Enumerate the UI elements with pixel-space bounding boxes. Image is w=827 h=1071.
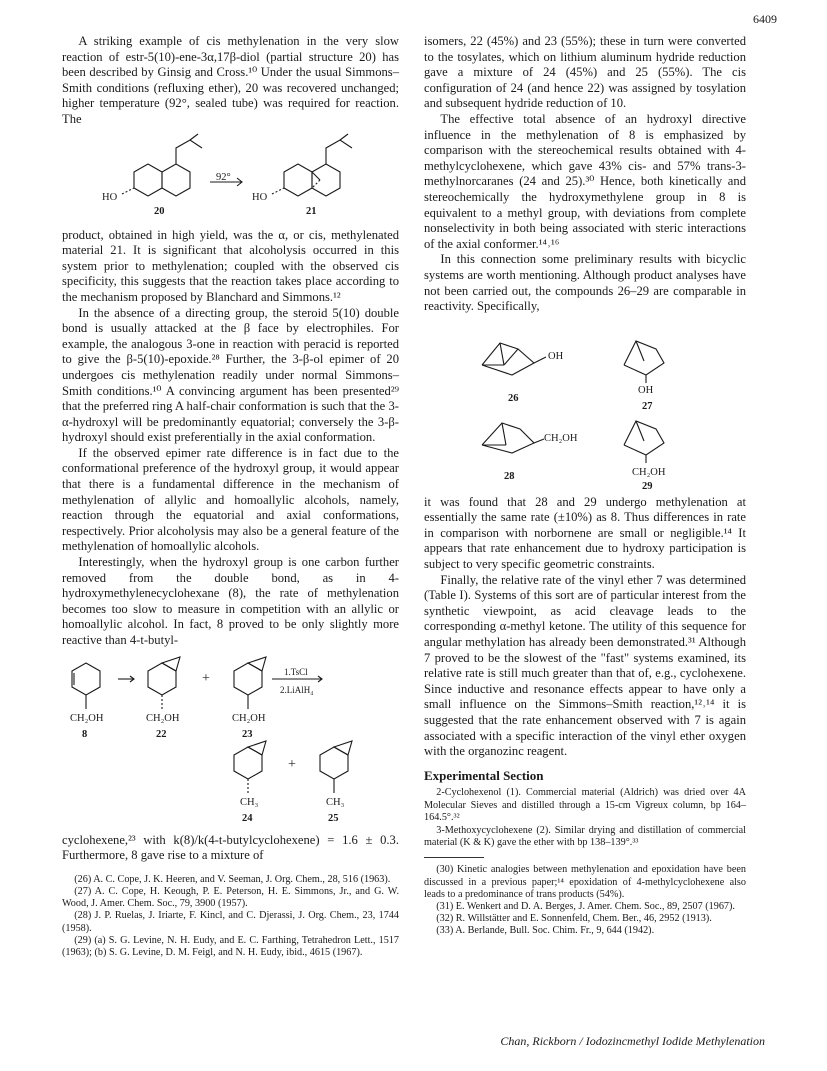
- paragraph: it was found that 28 and 29 undergo methylenation at essentially the same rate (±10%) as 8. Thus differences in rate in comparison with norbornene are small or negligible.¹⁴ It appears that rate enhancement due to hydroxy participation is subject to very specific geometric constraints.: [424, 494, 746, 572]
- experimental-paragraph: 3-Methoxycyclohexene (2). Similar drying and distillation of commercial material (K & K) gave the ether with bp 138–139°.³³: [424, 824, 746, 848]
- right-column: [424, 34, 746, 938]
- footnote-divider: [424, 857, 484, 858]
- plus-sign: +: [202, 670, 210, 686]
- page-number: 6409: [753, 12, 777, 26]
- section-title: Experimental Section: [424, 767, 544, 783]
- paragraph: In this connection some preliminary results with bicyclic systems are worth mentioning. Although product analyses have not been carried out, the compounds 26–29 are comparable in reactivity. Specifically,: [424, 252, 746, 314]
- compound-label-23: 23: [242, 728, 253, 740]
- reference-item: (27) A. C. Cope, H. Keough, P. E. Peterson, H. E. Simmons, Jr., and G. W. Wood, J. Amer. Chem. Soc., 79, 3900 (1957).: [62, 885, 399, 910]
- compound-label-22: 22: [156, 728, 167, 740]
- substituent-label: CH₂OH: [232, 712, 266, 724]
- scheme-steroid-methylenation: [62, 132, 399, 224]
- substituent-label: CH₃: [326, 796, 345, 808]
- compound-label-21: 21: [306, 205, 317, 217]
- substituent-label: CH₂OH: [632, 466, 666, 478]
- reference-item: (30) Kinetic analogies between methylenation and epoxidation have been discussed in a previous paper;¹⁴ epoxidation of 4-methylcyclohexene also leads to a predominance of trans products (54%).: [424, 864, 746, 900]
- reagent-label: 1.TsCl: [284, 666, 308, 677]
- compound-label-27: 27: [642, 400, 653, 412]
- reference-item: (33) A. Berlande, Bull. Soc. Chim. Fr., 9, 644 (1942).: [436, 925, 655, 937]
- reference-item: (31) E. Wenkert and D. A. Berges, J. Amer. Chem. Soc., 89, 2507 (1967).: [436, 901, 735, 913]
- paragraph: product, obtained in high yield, was the α, or cis, methylenated material 21. It is significant that alcoholysis occurred in this system prior to methylenation; coupled with the observed cis specificity, this suggests that the reaction takes place according to the mechanism proposed by Blanchard and Simmons.¹²: [62, 227, 399, 304]
- substituent-label: CH₂OH: [544, 432, 578, 444]
- paragraph: isomers, 22 (45%) and 23 (55%); these in turn were converted to the tosylates, which on lithium aluminum hydride reduction gave a mixture of 24 (45%) and 25 (55%). The cis configuration of 24 (and hence 22) was assigned by tosylation and subsequent hydride reduction of 10.: [424, 34, 746, 111]
- compound-label-26: 26: [508, 392, 519, 404]
- reference-item: (28) J. P. Ruelas, J. Iriarte, F. Kincl, and C. Djerassi, J. Org. Chem., 23, 1744 (1958).: [62, 910, 399, 934]
- plus-sign: +: [288, 756, 296, 772]
- scheme-cyclohexene-svg: [62, 653, 399, 829]
- scheme-methylcyclohexene: [62, 653, 399, 829]
- references-left: [62, 874, 399, 959]
- paragraph: Finally, the relative rate of the vinyl ether 7 was determined (Table I). Systems of this sort are of particular interest from the synthetic viewpoint, as acid cleavage leads to the corresponding α-methyl ketone. The utility of this sequence for angular methylation has already been demonstrated.³¹ Although 7 proved to be the slowest of the "fast" systems examined, its relative rate is still much greater than that of, e.g., cyclohexene. Since inductive and resonance effects appear to have only a small influence on the Simmons–Smith reaction,¹²˒¹⁴ it is suggested that the rate enhancement observed with 7 is again associated with a specific interaction of the vinyl ether oxygen with the organozinc reagent.: [424, 572, 746, 759]
- experimental-paragraph: 2-Cyclohexenol (1). Commercial material (Aldrich) was dried over 4A Molecular Sieves and distilled through a 15-cm Vigreux column, bp 164–164.5°.³²: [424, 787, 746, 824]
- hydroxyl-label: HO: [252, 191, 268, 203]
- substituent-label: OH: [638, 384, 654, 396]
- scheme-bicyclic: [424, 319, 746, 491]
- paragraph: If the observed epimer rate difference is in fact due to the conformational preference of the hydroxyl group, it would appear that there is a fundamental difference in the mechanism of methylenation of allylic and homoallylic alcohols, namely, reaction through the equatorial and axial conformations, respectively. Prior alcoholysis may also be a general feature of the methylenation of homoallylic alcohols.: [62, 445, 399, 554]
- paragraph: The effective total absence of an hydroxyl directive influence in the methylenation of 8 is emphasized by comparison with the stereochemical results obtained with 4-methylcyclohexene, which gave 43% cis- and 57% trans-3-methylnorcaranes (24 and 25).³⁰ Hence, both kinetically and stereochemically the hydroxymethylene group in 8 is equivalent to a methyl group, with deviations from complete nonselectivity in both being associated with steric interactions of the axial conformer.¹⁴˒¹⁶: [424, 111, 746, 251]
- substituent-label: CH₂OH: [70, 712, 104, 724]
- substituent-label: OH: [548, 350, 564, 362]
- compound-label-8: 8: [82, 728, 88, 740]
- reference-item: (26) A. C. Cope, J. K. Heeren, and V. Seeman, J. Org. Chem., 28, 516 (1963).: [74, 873, 391, 885]
- paragraph: A striking example of cis methylenation in the very slow reaction of estr-5(10)-ene-3α,17β-diol (partial structure 20) has been described by Ginsig and Cross.¹⁰ Under the usual Simmons–Smith conditions (refluxing ether), 20 was recovered unchanged; higher temperature (92°, sealed tube) was required for reaction. The: [62, 34, 399, 126]
- scheme-bicyclic-svg: [424, 319, 746, 491]
- paragraph: In the absence of a directing group, the steroid 5(10) double bond is usually attacked at the β face by electrophiles. For example, the analogous 3-one in reaction with peracid is reported to give the β-5(10)-epoxide.²⁸ Further, the 3-β-ol epimer of 20 undergoes cis methylenation readily under normal Simmons–Smith conditions.¹⁰ A convincing argument has been presented²⁹ that the preferred ring A half-chair conformation is such that the 3-α-hydroxyl will be predominantly equatorial; conversely the 3-β-hydroxyl should exist preferentially in the axial conformation.: [62, 305, 399, 445]
- reference-item: (32) R. Willstätter and E. Sonnenfeld, Chem. Ber., 46, 2952 (1913).: [436, 913, 712, 925]
- compound-label-25: 25: [328, 812, 339, 824]
- substituent-label: CH₂OH: [146, 712, 180, 724]
- paragraph: Interestingly, when the hydroxyl group is one carbon further removed from the double bond, as in 4-hydroxymethylenecyclohexane (8), the rate of methylenation becomes too slow to measure in competition with an allylic or homoallylic alcohol. In fact, 8 proved to be only slightly more reactive than 4-t-butyl-: [62, 555, 399, 647]
- reagent-label: 92°: [216, 171, 231, 183]
- references-right: [424, 864, 746, 937]
- compound-label-28: 28: [504, 470, 515, 482]
- compound-label-29: 29: [642, 480, 653, 492]
- reagent-label: 2.LiAlH₄: [280, 684, 314, 695]
- compound-label-24: 24: [242, 812, 253, 824]
- paragraph: cyclohexene,²³ with k(8)/k(4-t-butylcyclohexene) = 1.6 ± 0.3. Furthermore, 8 gave rise to a mixture of: [62, 832, 399, 863]
- running-footer: Chan, Rickborn / Iodozincmethyl Iodide Methylenation: [500, 1034, 765, 1048]
- experimental-section: [424, 787, 746, 849]
- substituent-label: CH₃: [240, 796, 259, 808]
- reference-item: (29) (a) S. G. Levine, N. H. Eudy, and E. C. Farthing, Tetrahedron Lett., 1517 (1963); (b) S. G. Levine, D. M. Feigl, and N. H. Eudy, ibid., 4615 (1967).: [62, 934, 399, 958]
- compound-label-20: 20: [154, 205, 165, 217]
- left-column: [62, 34, 399, 959]
- hydroxyl-label: HO: [102, 191, 118, 203]
